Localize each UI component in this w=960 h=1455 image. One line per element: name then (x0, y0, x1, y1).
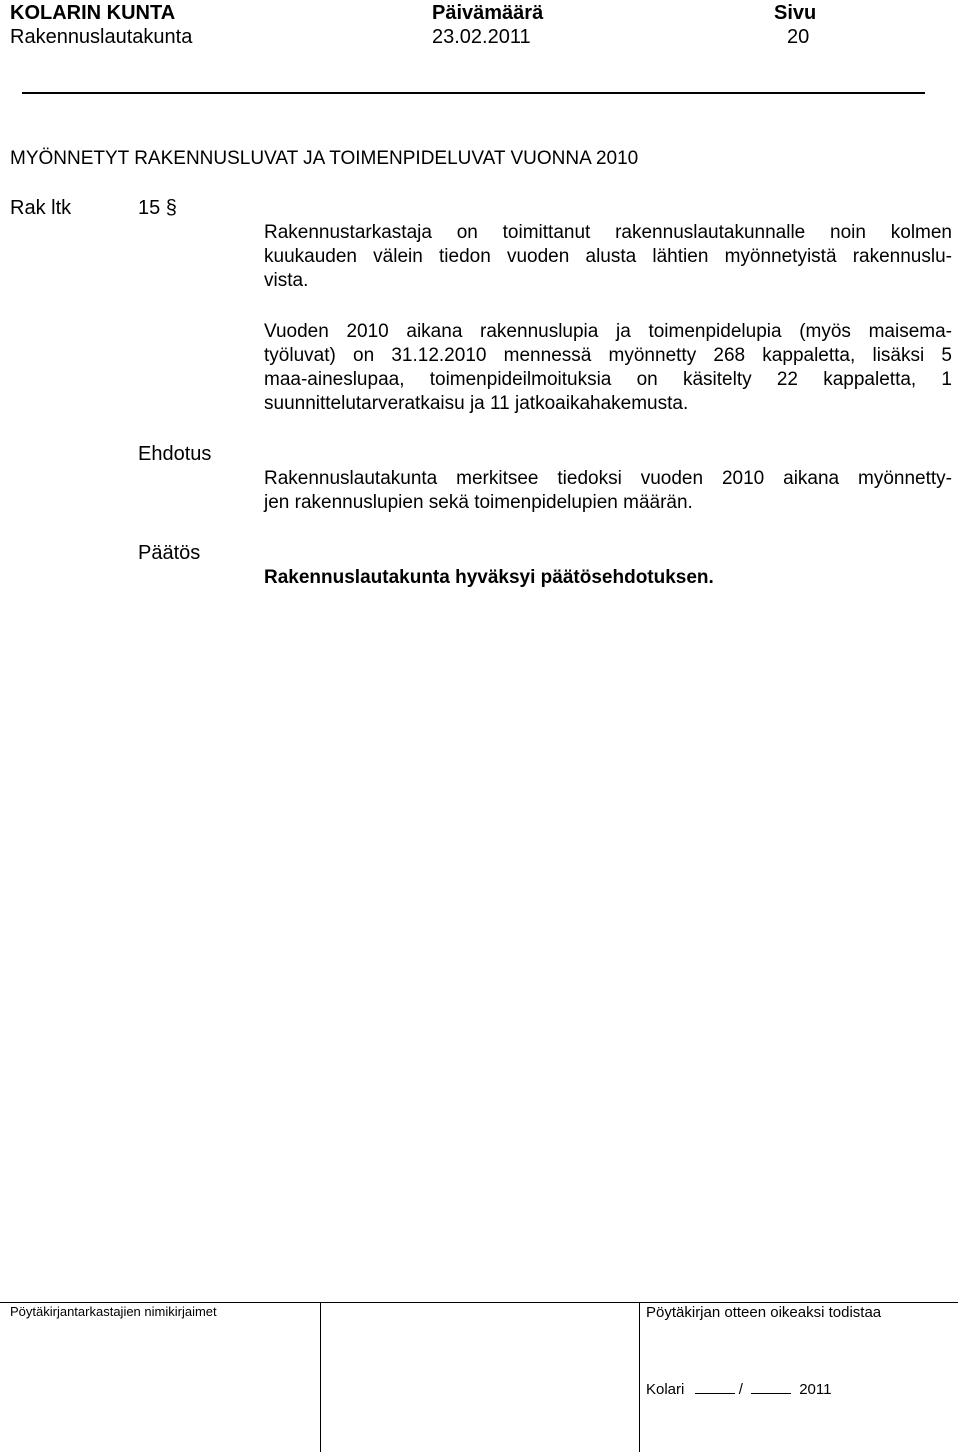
organization-name: KOLARIN KUNTA (10, 2, 176, 24)
paragraph-line: maa-aineslupaa, toimenpideilmoituksia on käsitelty 22 kappaletta, 1 (264, 369, 952, 390)
paragraph-line: vista. (264, 270, 309, 291)
paragraph-line: työluvat) on 31.12.2010 mennessä myönnetty 268 kappaletta, lisäksi 5 (264, 345, 952, 366)
decision-text: Rakennuslautakunta hyväksyi päätösehdotuksen. (264, 567, 714, 588)
footer-divider (0, 1302, 958, 1303)
paragraph-line: kuukauden välein tiedon vuoden alusta lähtien myönnetyistä rakennuslu- (264, 246, 952, 267)
initials-label: Pöytäkirjantarkastajien nimikirjaimet (10, 1304, 217, 1319)
day-blank (695, 1379, 735, 1394)
date-label: Päivämäärä (432, 2, 544, 24)
paragraph-line: jen rakennuslupien sekä toimenpidelupien määrän. (264, 492, 693, 513)
paragraph-line: Rakennuslautakunta merkitsee tiedoksi vuoden 2010 aikana myönnetty- (264, 468, 952, 489)
place-name: Kolari (646, 1381, 685, 1398)
header-divider (22, 92, 925, 94)
paragraph-summary (264, 320, 952, 416)
footer-separator-left (320, 1302, 321, 1452)
footer-separator-right (639, 1302, 640, 1452)
proposal-label: Ehdotus (138, 443, 212, 465)
certified-label: Pöytäkirjan otteen oikeaksi todistaa (646, 1304, 882, 1321)
document-title: MYÖNNETYT RAKENNUSLUVAT JA TOIMENPIDELUVAT VUONNA 2010 (10, 148, 639, 169)
section-code: Rak ltk (10, 197, 72, 219)
paragraph-line: Vuoden 2010 aikana rakennuslupia ja toimenpidelupia (myös maisema- (264, 321, 952, 342)
month-blank (751, 1379, 791, 1394)
page-number: 20 (787, 26, 810, 48)
department-name: Rakennuslautakunta (10, 26, 193, 48)
decision-label: Päätös (138, 542, 201, 564)
section-number: 15 § (138, 197, 177, 219)
paragraph-line: Rakennustarkastaja on toimittanut rakennuslautakunnalle noin kolmen (264, 222, 952, 243)
paragraph-line: suunnittelutarveratkaisu ja 11 jatkoaikahakemusta. (264, 393, 689, 414)
page-label: Sivu (774, 2, 817, 24)
date-separator: / (738, 1381, 743, 1398)
proposal-text (264, 467, 952, 515)
certification-year: 2011 (799, 1381, 832, 1398)
certification-date (646, 1379, 831, 1398)
paragraph-intro (264, 221, 952, 293)
date-value: 23.02.2011 (432, 26, 531, 48)
